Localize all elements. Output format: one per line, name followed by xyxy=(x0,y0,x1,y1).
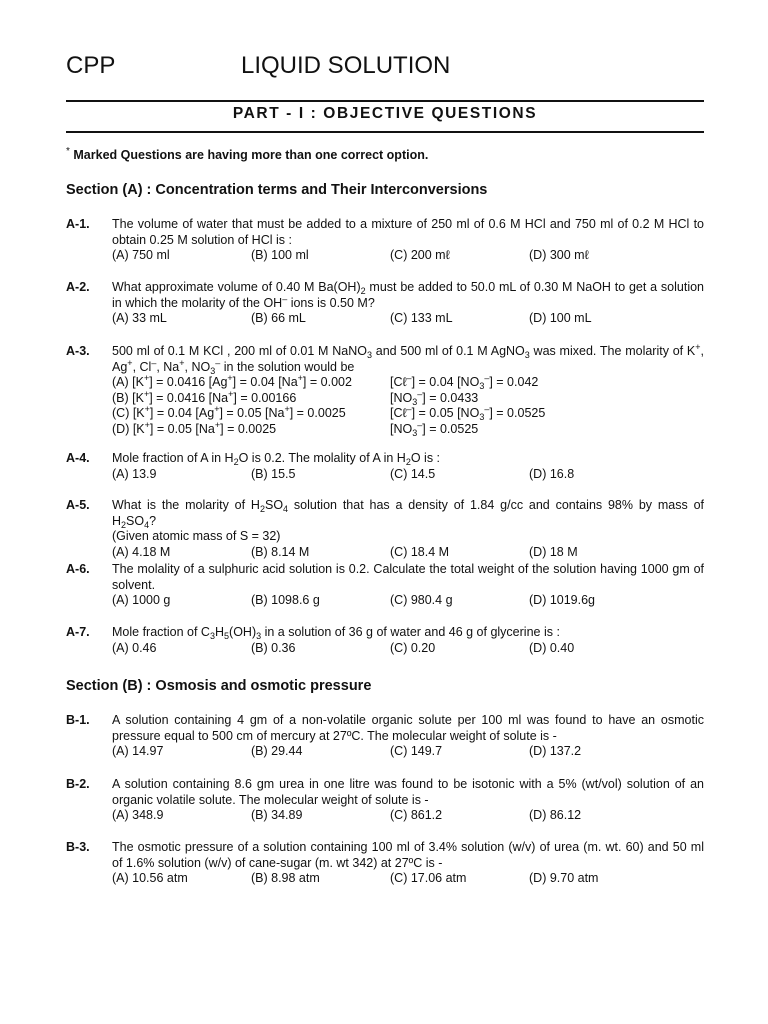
option-a: (A) 10.56 atm xyxy=(112,871,188,885)
option-a: (A) [K+] = 0.0416 [Ag+] = 0.04 [Na+] = 0.002 xyxy=(112,373,352,389)
option-d: (D) 0.40 xyxy=(529,640,575,655)
header-title: LIQUID SOLUTION xyxy=(241,52,451,79)
question-stem: What approximate volume of 0.40 M $Ba(OH)_2$ must be added to 50.0 mL of 0.30 M NaOH to get a solution in which the molarity of the OH– ions is 0.50 M? xyxy=(112,280,704,310)
option-b: (B) 0.36 xyxy=(251,640,296,655)
question-number: B-1. xyxy=(66,713,90,727)
question-number: A-2. xyxy=(66,280,90,294)
option-d: (D) 137.2 xyxy=(529,744,582,758)
question-stem: Mole fraction of A in $H_2O$ is 0.2. The molality of A in $H_2O$ is : xyxy=(112,451,441,467)
option-c: (C) 0.20 xyxy=(390,640,436,655)
option-b: (B) 100 ml xyxy=(251,248,309,262)
option-c: (C) 980.4 g xyxy=(390,593,453,607)
question-a7 xyxy=(66,625,704,656)
option-c-cont: [Cℓ–] = 0.05 $[NO_3^-] = 0.0525$ xyxy=(390,404,546,422)
option-d: (D) 16.8 xyxy=(529,466,575,481)
option-d: (D) 18 M xyxy=(529,544,578,559)
option-d: (D) [K+] = 0.05 [Na+] = 0.0025 xyxy=(112,419,277,436)
section-b-title: Section (B) : Osmosis and osmotic pressure xyxy=(66,678,372,694)
option-b: (B) 8.14 M xyxy=(251,544,310,559)
option-a: (A) 0.46 xyxy=(112,640,157,655)
option-b: (B) 66 mL xyxy=(251,311,306,325)
question-stem: The volume of water that must be added to a mixture of 250 ml of 0.6 M HCl and 750 ml of 0.2 M HCl to obtain 0.25 M solution of HCl is : xyxy=(112,217,704,247)
header-rule-top xyxy=(66,100,704,102)
option-c: (C) 14.5 xyxy=(390,466,436,481)
header-cpp: CPP xyxy=(66,52,116,79)
question-b1 xyxy=(66,713,704,760)
note-mark: * xyxy=(66,146,70,157)
question-stem: A solution containing 4 gm of a non-volatile organic solute per 100 ml was found to have an osmotic pressure equal to 500 cm of mercury at 27ºC. The molecular weight of solute is - xyxy=(112,713,704,743)
option-a: (A) 750 ml xyxy=(112,248,170,262)
question-stem: What is the molarity of $H_2SO_4$ solution that has a density of 1.84 g/cc and contains 98% by mass of $H_2SO_4$? xyxy=(112,498,704,530)
option-b-cont: $[NO_3^-] = 0.0433$ xyxy=(390,388,479,407)
option-d: (D) 9.70 atm xyxy=(529,871,599,885)
question-b2 xyxy=(66,777,704,824)
question-stem: A solution containing 8.6 gm urea in one litre was found to be isotonic with a 5% (wt/vol) solution of an organic volatile solute. The molecular weight of solute is - xyxy=(112,777,704,807)
option-a: (A) 13.9 xyxy=(112,466,157,481)
option-c: (C) 861.2 xyxy=(390,808,443,822)
question-a2 xyxy=(66,280,704,327)
part-title: PART - I : OBJECTIVE QUESTIONS xyxy=(232,105,538,122)
question-number: A-5. xyxy=(66,498,90,512)
option-c: (C) 200 mℓ xyxy=(390,248,450,262)
option-b: (B) 15.5 xyxy=(251,466,296,481)
question-number: A-4. xyxy=(66,451,90,465)
question-a4 xyxy=(66,451,704,482)
question-a1 xyxy=(66,217,704,264)
header-rule-bottom xyxy=(66,131,704,133)
option-a: (A) 348.9 xyxy=(112,808,164,822)
option-a: (A) 4.18 M xyxy=(112,544,171,559)
option-b: (B) 8.98 atm xyxy=(251,871,320,885)
option-c: (C) 17.06 atm xyxy=(390,871,467,885)
question-number: A-6. xyxy=(66,562,90,576)
page-header xyxy=(66,52,704,88)
option-d: (D) 1019.6g xyxy=(529,593,596,607)
option-c: (C) [K+] = 0.04 [Ag+] = 0.05 [Na+] = 0.0025 xyxy=(112,404,346,420)
option-b: (B) [K+] = 0.0416 [Na+] = 0.00166 xyxy=(112,388,297,405)
option-a-cont: [Cℓ–] = 0.04 $[NO_3^-] = 0.042$ xyxy=(390,373,539,391)
question-stem: 500 ml of 0.1 M KCl , 200 ml of 0.01 M NaNO$_3$ and 500 ml of 0.1 M AgNO$_3$ was mixed. The molarity of K+, Ag+, Cl–, Na+, $NO_3^-$ in the solution would be xyxy=(112,342,704,376)
option-a: (A) 1000 g xyxy=(112,593,171,607)
question-number: A-3. xyxy=(66,344,90,358)
question-stem: Mole fraction of $C_3H_5(OH)_3$ in a solution of 36 g of water and 46 g of glycerine is : xyxy=(112,625,560,641)
question-a6 xyxy=(66,562,704,609)
question-stem: The osmotic pressure of a solution containing 100 ml of 3.4% solution (w/v) of urea (m. wt. 60) and 50 ml of 1.6% solution (w/v) of cane-sugar (m. wt 342) at 27ºC is - xyxy=(112,840,704,870)
option-a: (A) 14.97 xyxy=(112,744,164,758)
question-a5 xyxy=(66,498,704,560)
option-d-cont: $[NO_3^-] = 0.0525$ xyxy=(390,419,479,438)
option-d: (D) 86.12 xyxy=(529,808,582,822)
option-c: (C) 18.4 M xyxy=(390,544,450,559)
question-number: A-7. xyxy=(66,625,90,639)
note-text: Marked Questions are having more than one correct option. xyxy=(73,148,429,162)
question-number: B-3. xyxy=(66,840,90,854)
option-d: (D) 100 mL xyxy=(529,311,592,325)
question-stem-line2: (Given atomic mass of S = 32) xyxy=(112,529,281,543)
option-b: (B) 34.89 xyxy=(251,808,303,822)
option-b: (B) 1098.6 g xyxy=(251,593,320,607)
question-number: A-1. xyxy=(66,217,90,231)
option-d: (D) 300 mℓ xyxy=(529,248,589,262)
option-b: (B) 29.44 xyxy=(251,744,303,758)
marked-note xyxy=(66,148,428,162)
section-a-title: Section (A) : Concentration terms and Their Interconversions xyxy=(66,182,488,198)
question-a3 xyxy=(66,344,704,437)
question-b3 xyxy=(66,840,704,887)
question-number: B-2. xyxy=(66,777,90,791)
option-c: (C) 133 mL xyxy=(390,311,453,325)
option-a: (A) 33 mL xyxy=(112,311,167,325)
question-stem: The molality of a sulphuric acid solution is 0.2. Calculate the total weight of the solution having 1000 gm of solvent. xyxy=(112,562,704,592)
option-c: (C) 149.7 xyxy=(390,744,443,758)
